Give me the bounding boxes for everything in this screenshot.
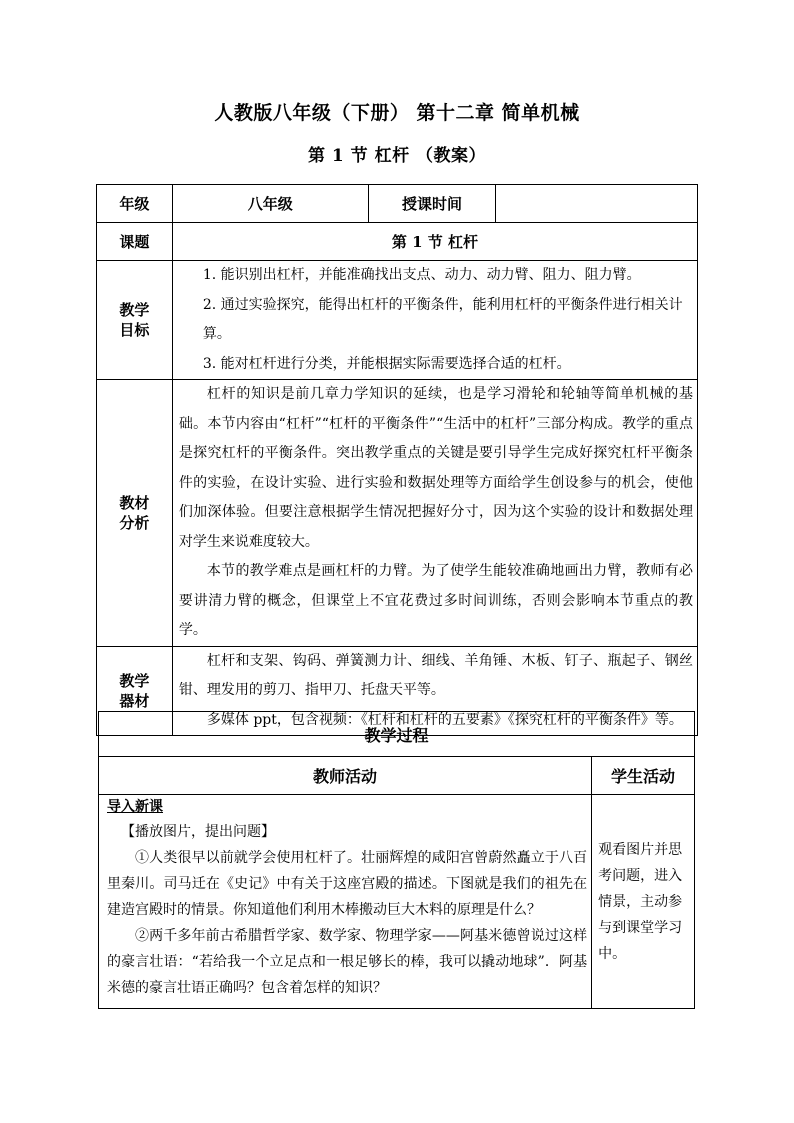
equipment-label-line1: 教学 (119, 671, 150, 690)
analysis-label-line1: 教材 (119, 493, 150, 512)
subsection-title: 【播放图片，提出问题】 (121, 824, 275, 840)
topic-row (97, 223, 698, 261)
analysis-content (172, 380, 697, 647)
grade-label: 年级 (97, 185, 173, 223)
student-activity-header: 学生活动 (592, 757, 695, 795)
process-paragraph: ②两千多年前古希腊哲学家、数学家、物理学家——阿基米德曾说过这样的豪言壮语：“若给我一个立足点和一根足够长的棒，我可以撬动地球”．阿基米德的豪言壮语正确吗？包含着怎样的知识？ (107, 928, 588, 996)
student-activity-cell (592, 795, 695, 1009)
analysis-row (97, 380, 698, 647)
analysis-paragraph: 杠杆的知识是前几章力学知识的延续，也是学习滑轮和轮轴等简单机械的基础。本节内容由“杠杆”“杠杆的平衡条件”“生活中的杠杆”三部分构成。教学的重点是探究杠杆的平衡条件。突出教学重点的关键是要引导学生完成好探究杠杆平衡条件的实验，在设计实验、进行实验和数据处理等方面给学生创设参与的机会，使他们加深体验。但要注意根据学生情况把握好分寸，因为这个实验的设计和数据处理对学生来说难度较大。 (178, 386, 693, 550)
equipment-label-line2: 器材 (119, 691, 150, 710)
goals-label-line1: 教学 (119, 301, 150, 319)
document-subtitle: 第 1 节 杠杆 （教案） (307, 146, 486, 166)
process-header-row (99, 757, 695, 795)
goal-item: 1. 能识别出杠杆，并能准确找出支点、动力、动力臂、阻力、阻力臂。 (202, 267, 641, 283)
teacher-activity-header: 教师活动 (99, 757, 592, 795)
section-title: 导入新课 (107, 799, 163, 815)
equipment-paragraph: 杠杆和支架、钩码、弹簧测力计、细线、羊角锤、木板、钉子、瓶起子、钢丝钳、理发用的剪刀、指甲刀、托盘天平等。 (178, 652, 693, 698)
goals-label-line2: 目标 (119, 321, 150, 339)
goals-content (172, 261, 697, 380)
time-label: 授课时间 (368, 185, 496, 223)
process-paragraph: ①人类很早以前就学会使用杠杆了。壮丽辉煌的咸阳宫曾蔚然矗立于八百里秦川。司马迁在《史记》中有关于这座宫殿的描述。下图就是我们的祖先在建造宫殿时的情景。你知道他们利用木棒搬动巨大木料的原理是什么？ (107, 850, 588, 918)
process-title-row (99, 712, 695, 757)
goal-item: 2. 通过实验探究，能得出杠杆的平衡条件，能利用杠杆的平衡条件进行相关计算。 (202, 296, 683, 342)
analysis-label (97, 380, 173, 647)
teaching-process-table (98, 711, 695, 1009)
goals-row (97, 261, 698, 380)
analysis-paragraph: 本节的教学难点是画杠杆的力臂。为了使学生能较准确地画出力臂，教师有必要讲清力臂的概念，但课堂上不宜花费过多时间训练，否则会影响本节重点的教学。 (178, 563, 693, 638)
process-title: 教学过程 (99, 712, 695, 757)
time-value (496, 185, 698, 223)
goals-label (97, 261, 173, 380)
lesson-info-table (96, 184, 698, 736)
document-title: 人教版八年级（下册） 第十二章 简单机械 (214, 102, 580, 124)
goal-item: 3. 能对杠杆进行分类，并能根据实际需要选择合适的杠杆。 (202, 355, 571, 372)
equipment-paragraph: 多媒体 ppt，包含视频：《杠杆和杠杆的五要素》《探究杠杆的平衡条件》等。 (206, 711, 683, 728)
analysis-label-line2: 分析 (119, 513, 150, 532)
intro-row (99, 795, 695, 1009)
topic-label: 课题 (97, 223, 173, 261)
grade-row (97, 185, 698, 223)
topic-value: 第 1 节 杠杆 (172, 223, 697, 261)
grade-value: 八年级 (172, 185, 368, 223)
teacher-activity-cell (99, 795, 592, 1009)
student-activity-text: 观看图片并思考问题，进入情景，主动参与到课堂学习中。 (598, 841, 683, 962)
